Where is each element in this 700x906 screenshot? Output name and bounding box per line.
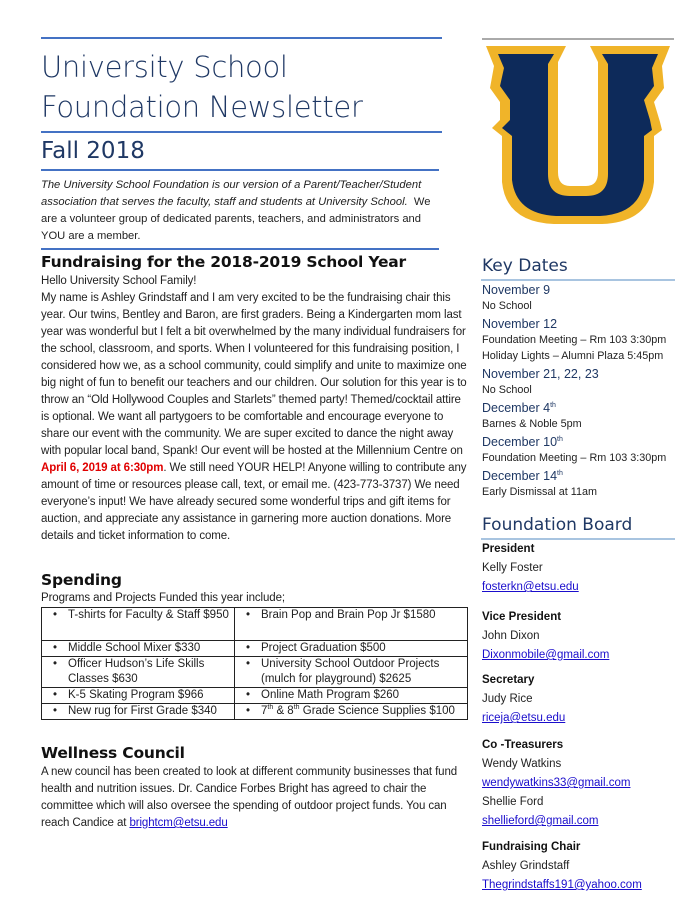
title-line-1: University School [41,50,288,84]
key-date-detail: Foundation Meeting – Rm 103 3:30pm [482,452,667,464]
key-date: December 10th [482,435,563,449]
fundraising-chair-email-link[interactable]: Thegrindstaffs191@yahoo.com [482,879,642,891]
table-row: • Officer Hudson’s Life Skills Classes $630 • University School Outdoor Projects (mulch for playground) $2625 [42,657,468,688]
board-list [482,540,697,895]
board-member-fundraising-chair: Fundraising Chair Ashley Grindstaff Thegrindstaffs191@yahoo.com [482,841,642,891]
intro-normal: We are a volunteer group of dedicated parents, teachers, and administrators and YOU are a member. [41,196,431,242]
key-date-detail: Foundation Meeting – Rm 103 3:30pm [482,334,667,346]
logo-rule [482,38,674,40]
wellness-heading: Wellness Council [41,744,185,762]
key-date-detail: No School [482,384,532,396]
event-date: April 6, 2019 at 6:30pm [41,462,164,474]
intro-rule [41,248,439,250]
board-member-treasurers: Co -Treasurers Wendy Watkins wendywatkins33@gmail.com Shellie Ford shellieford@gmail.com [482,739,631,827]
newsletter-title [41,47,451,127]
key-date-detail: No School [482,300,532,312]
spending-item: T-shirts for Faculty & Staff $950 [68,609,229,621]
table-row: • New rug for First Grade $340 • 7th & 8th Grade Science Supplies $100 [42,704,468,720]
key-date: December 14th [482,469,563,483]
spending-item-science: 7th & 8th Grade Science Supplies $100 [261,704,455,717]
key-date-detail: Barnes & Noble 5pm [482,418,582,430]
intro-paragraph [41,177,441,245]
key-dates-list [482,282,697,500]
key-date: December 4th [482,401,556,415]
key-date: November 21, 22, 23 [482,367,599,381]
vice-president-email-link[interactable]: Dixonmobile@gmail.com [482,649,610,661]
treasurer2-email-link[interactable]: shellieford@gmail.com [482,815,599,827]
spending-item: Middle School Mixer $330 [68,642,201,654]
key-date-detail: Holiday Lights – Alumni Plaza 5:45pm [482,350,664,362]
spending-item: Brain Pop and Brain Pop Jr $1580 [261,609,436,621]
table-row: • Middle School Mixer $330 • Project Graduation $500 [42,641,468,657]
key-date-detail: Early Dismissal at 11am [482,486,597,498]
issue-subtitle: Fall 2018 [41,138,145,164]
title-rule [41,131,442,133]
u-logo-icon [482,42,674,228]
secretary-email-link[interactable]: riceja@etsu.edu [482,712,566,724]
fundraising-heading: Fundraising for the 2018-2019 School Year [41,253,406,271]
spending-table [41,607,468,720]
spending-item: Project Graduation $500 [261,642,386,654]
key-dates-heading: Key Dates [482,256,568,276]
treasurer1-email-link[interactable]: wendywatkins33@gmail.com [482,777,631,789]
wellness-email-link[interactable]: brightcm@etsu.edu [129,817,228,829]
subtitle-rule [41,169,439,171]
board-member-secretary: Secretary Judy Rice riceja@etsu.edu [482,674,566,724]
title-line-2: Foundation Newsletter [41,90,363,124]
president-email-link[interactable]: fosterkn@etsu.edu [482,581,579,593]
spending-item: K-5 Skating Program $966 [68,689,204,701]
top-rule [41,37,442,39]
intro-italic: The University School Foundation is our version of a Parent/Teacher/Student association that serves the faculty, staff and students at University School. [41,179,422,208]
spending-item: New rug for First Grade $340 [68,705,217,717]
key-dates-rule [481,279,675,281]
university-u-logo [482,42,674,228]
wellness-body: A new council has been created to look at different community businesses that fund health and nutrition issues. Dr. Candice Forbes Bright has agreed to chair the committee which will also oversee the spending of outdoor project funds. You can reach Candice at brightcm@etsu.edu [41,766,458,829]
spending-heading: Spending [41,571,122,589]
board-member-president: President Kelly Foster fosterkn@etsu.edu [482,543,579,593]
board-member-vice-president: Vice President John Dixon Dixonmobile@gmail.com [482,611,610,661]
table-row: • T-shirts for Faculty & Staff $950 • Brain Pop and Brain Pop Jr $1580 [42,608,468,641]
table-row: • K-5 Skating Program $966 • Online Math Program $260 [42,688,468,704]
key-date: November 9 [482,283,551,297]
spending-intro: Programs and Projects Funded this year include; [41,592,285,604]
spending-item: Officer Hudson’s Life Skills Classes $630 [68,658,205,685]
fundraising-body: My name is Ashley Grindstaff and I am very excited to be the fundraising chair this year. Our twins, Bentley and Baron, are first graders. Being a Kindergarten mom last year was wonderful but I felt a bit overwhelmed by the many individual fundraisers for the school, classroom, and sports. When I volunteered for this fundraising position, I considered how we, as a school community, could simplify and unite to maximize one big night of fun to benefit our teachers and our children. Our solution for this year is to throw an “Old Hollywood Couples and Starlets” themed party! Themed/cocktail attire is optional. We want all partygoers to be comfortable and encourage everyone to share our event with the community. We are super excited to dance the night away with popular local band, Spank! Our event will be hosted at the Millennium Centre on April 6, 2019 at 6:30pm. We still need YOUR HELP! Anyone willing to contribute any amount of time or resources please call, text, or email me. (423-773-3737) We need everyone’s input! We have already secured some wonderful trips and gift items for auction, and appreciate any assistance in garnering more auction donations. More details and ticket information to come. [41,292,467,542]
board-heading: Foundation Board [482,515,633,535]
fundraising-greeting: Hello University School Family! [41,275,197,287]
key-date: November 12 [482,317,558,331]
spending-item: University School Outdoor Projects (mulch for playground) $2625 [261,658,440,685]
spending-item: Online Math Program $260 [261,689,400,701]
